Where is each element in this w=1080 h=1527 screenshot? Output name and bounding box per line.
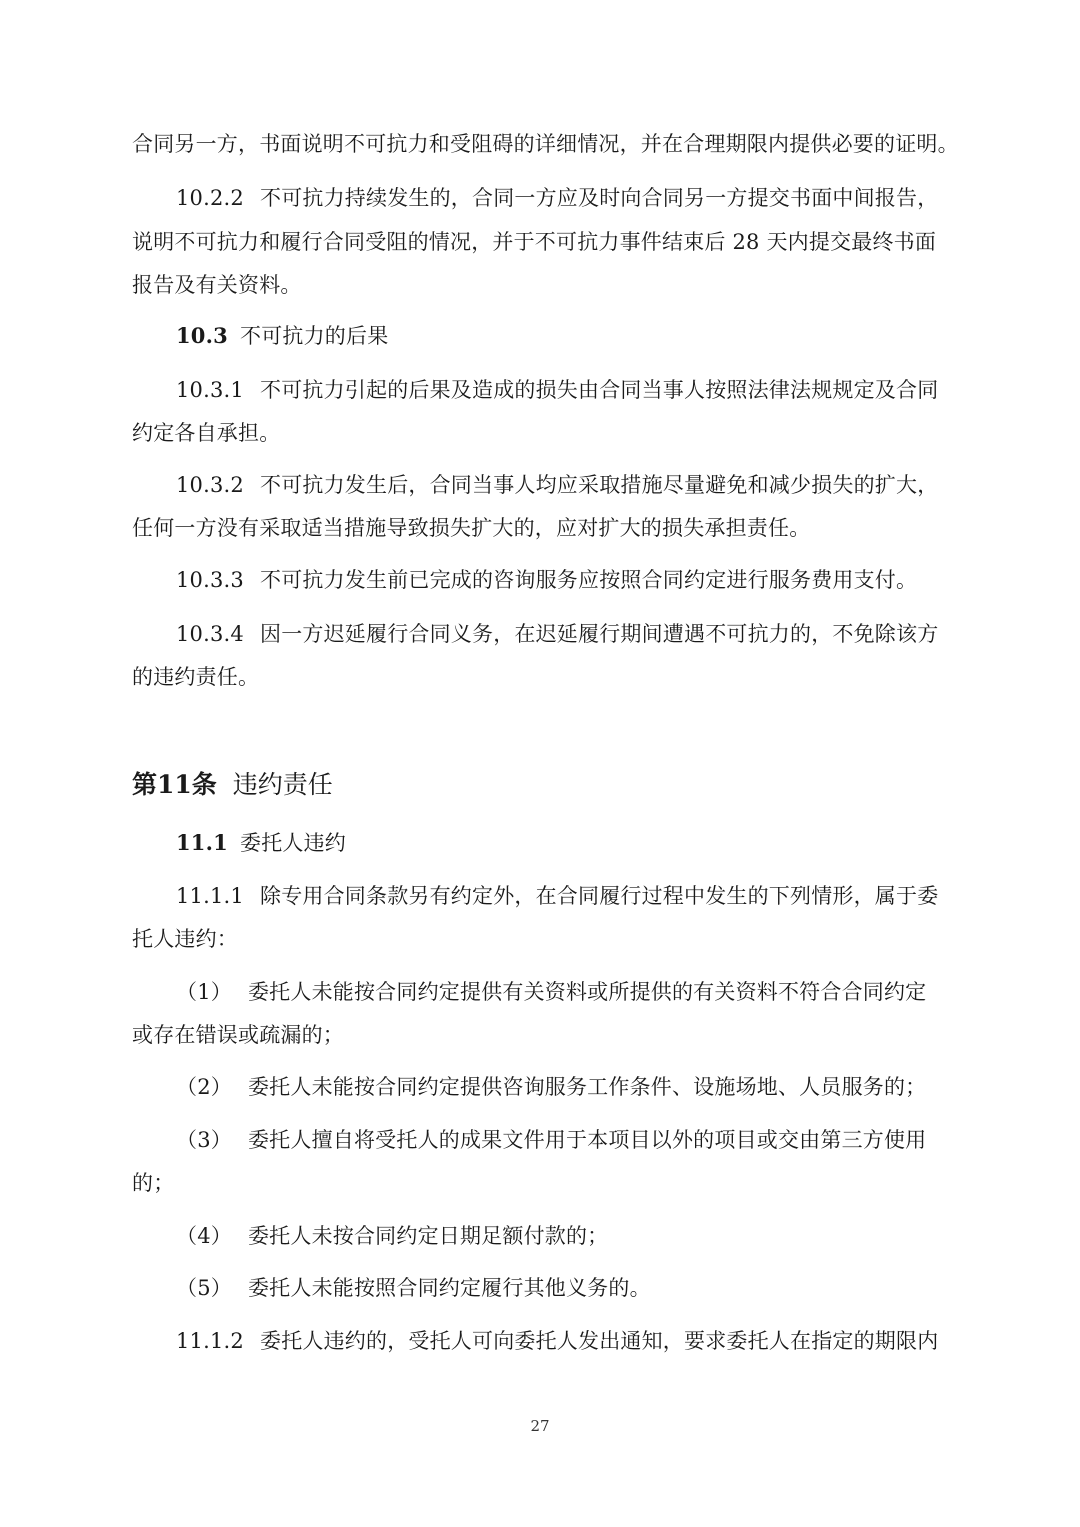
clause-number: 10.3.3 bbox=[176, 568, 244, 592]
clause-10-3-1 bbox=[176, 376, 950, 404]
list-item-text: 委托人未按合同约定日期足额付款的； bbox=[247, 1224, 609, 1248]
clause-number: 10.3.1 bbox=[176, 378, 244, 402]
paragraph-line: 托人违约： bbox=[132, 927, 238, 951]
heading-number: 11.1 bbox=[176, 830, 228, 855]
paragraph-line: 的； bbox=[132, 1171, 175, 1195]
clause-text: 不可抗力发生后，合同当事人均应采取措施尽量避免和减少损失的扩大， bbox=[260, 473, 939, 497]
list-item bbox=[176, 1274, 950, 1302]
list-item-text: 委托人未能按合同约定提供咨询服务工作条件、设施场地、人员服务的； bbox=[247, 1075, 927, 1099]
clause-10-3-2 bbox=[176, 471, 950, 499]
clause-text: 委托人违约的，受托人可向委托人发出通知，要求委托人在指定的期限内 bbox=[260, 1329, 939, 1353]
article-title: 违约责任 bbox=[232, 770, 333, 799]
article-number: 第11条 bbox=[132, 770, 217, 799]
clause-number: 10.3.2 bbox=[176, 473, 244, 497]
list-item-text: 委托人未能按照合同约定履行其他义务的。 bbox=[247, 1276, 651, 1300]
list-item-number: （3） bbox=[176, 1128, 232, 1152]
list-item-number: （5） bbox=[176, 1276, 232, 1300]
heading-number: 10.3 bbox=[176, 323, 228, 348]
list-item-text: 委托人未能按合同约定提供有关资料或所提供的有关资料不符合合同约定 bbox=[247, 980, 927, 1004]
clause-11-1-2 bbox=[176, 1327, 950, 1355]
clause-text: 因一方迟延履行合同义务，在迟延履行期间遭遇不可抗力的，不免除该方 bbox=[260, 622, 939, 646]
list-item bbox=[176, 1073, 950, 1101]
list-item-number: （2） bbox=[176, 1075, 232, 1099]
list-item-number: （1） bbox=[176, 980, 232, 1004]
paragraph-line: 约定各自承担。 bbox=[132, 421, 281, 445]
list-item-text: 委托人擅自将受托人的成果文件用于本项目以外的项目或交由第三方使用 bbox=[247, 1128, 927, 1152]
list-item-number: （4） bbox=[176, 1224, 232, 1248]
heading-title: 不可抗力的后果 bbox=[240, 324, 389, 348]
heading-11-1 bbox=[176, 829, 950, 857]
list-item bbox=[176, 1222, 950, 1250]
article-11-heading bbox=[132, 768, 333, 802]
page-number: 27 bbox=[530, 1417, 550, 1435]
paragraph-line: 任何一方没有采取适当措施导致损失扩大的，应对扩大的损失承担责任。 bbox=[132, 516, 811, 540]
clause-text: 不可抗力持续发生的，合同一方应及时向合同另一方提交书面中间报告， bbox=[260, 186, 939, 210]
clause-text: 除专用合同条款另有约定外，在合同履行过程中发生的下列情形，属于委 bbox=[260, 884, 939, 908]
clause-number: 11.1.2 bbox=[176, 1329, 244, 1353]
clause-number: 10.3.4 bbox=[176, 622, 244, 646]
paragraph-line: 合同另一方，书面说明不可抗力和受阻碍的详细情况，并在合理期限内提供必要的证明。 bbox=[132, 132, 959, 156]
clause-11-1-1 bbox=[176, 882, 950, 910]
heading-title: 委托人违约 bbox=[240, 831, 346, 855]
paragraph-line: 或存在错误或疏漏的； bbox=[132, 1023, 344, 1047]
clause-text: 不可抗力引起的后果及造成的损失由合同当事人按照法律法规规定及合同 bbox=[260, 378, 939, 402]
heading-10-3 bbox=[176, 322, 950, 350]
clause-10-3-4 bbox=[176, 620, 950, 648]
paragraph-line: 说明不可抗力和履行合同受阻的情况，并于不可抗力事件结束后 28 天内提交最终书面 bbox=[132, 230, 937, 254]
clause-text: 不可抗力发生前已完成的咨询服务应按照合同约定进行服务费用支付。 bbox=[260, 568, 918, 592]
clause-number: 11.1.1 bbox=[176, 884, 244, 908]
list-item bbox=[176, 978, 950, 1006]
paragraph-line: 的违约责任。 bbox=[132, 665, 260, 689]
clause-number: 10.2.2 bbox=[176, 186, 244, 210]
paragraph-line: 报告及有关资料。 bbox=[132, 273, 302, 297]
clause-10-2-2 bbox=[176, 184, 950, 212]
clause-10-3-3 bbox=[176, 566, 950, 594]
list-item bbox=[176, 1126, 950, 1154]
